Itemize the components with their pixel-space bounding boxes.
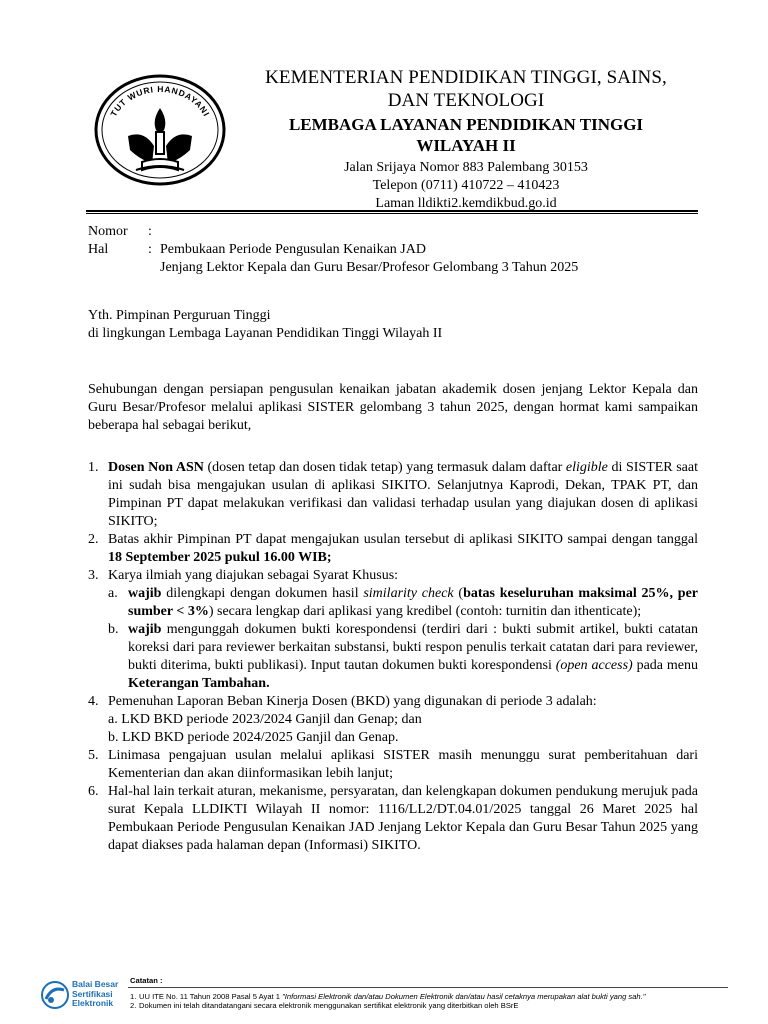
hal-line2: Jenjang Lektor Kepala dan Guru Besar/Profesor Gelombang 3 Tahun 2025 [160,260,579,275]
item-bold: 18 September 2025 pukul 16.00 WIB; [108,550,332,565]
sub-bold: Keterangan Tambahan. [128,676,270,691]
list-item [88,747,698,783]
bsre-line1: Balai Besar [72,979,119,989]
intro-paragraph: Sehubungan dengan persiapan pengusulan kenaikan jabatan akademik dosen jenjang Lektor Kepala dan Guru Besar/Profesor melalui aplikasi SISTER gelombang 3 tahun 2025, dengan hormat kami sampaikan beberapa hal sebagai berikut, [88,382,698,433]
tut-wuri-handayani-logo [92,72,228,188]
list-item [88,693,698,747]
sub-bold: batas keseluruhan maksimal 25%, per sumber < 3% [128,586,698,619]
note-italic: "Informasi Elektronik dan/atau Dokumen Elektronik dan/atau hasil cetaknya merupakan alat bukti yang sah." [282,991,646,1001]
sub-text: ) secara lengkap dari aplikasi yang kredibel (contoh: turnitin dan ithenticate); [208,604,642,619]
item-text: di SISTER saat ini sudah bisa mengajukan usulan di aplikasi SIKITO. Selanjutnya Kaprodi, Dekan, TPAK PT, dan Pimpinan PT dapat melakukan verifikasi dan validasi terhadap usulan yang diajukan dosen di aplikasi SIKITO; [108,460,698,529]
nomor-label: Nomor [88,224,128,239]
list-item [88,459,698,531]
nomor-colon: : [148,224,152,239]
letterhead-divider-thin [86,213,698,214]
footer-notes [130,976,645,1011]
note-text: Dokumen ini telah ditandatangani secara elektronik menggunakan sertifikat elektronik yang diterbitkan oleh BSrE [139,1001,519,1010]
note-text: UU ITE No. 11 Tahun 2008 Pasal 5 Ayat 1 [139,991,283,1001]
sub-text: mengunggah dokumen bukti korespondensi (terdiri dari : bukti submit artikel, bukti catatan koreksi dari para reviewer berkaitan substansi, bukti respon penulis terkait catatan dari para reviewer, bukti diterima, bukti publikasi). Input tautan dokumen bukti korespondensi [128,622,698,673]
item-number: 6. [88,784,99,799]
ministry-name-line1: KEMENTERIAN PENDIDIKAN TINGGI, SAINS, [265,67,667,88]
hal-line1: Pembukaan Periode Pengusulan Kenaikan JAD [160,242,426,257]
agency-name-line1: LEMBAGA LAYANAN PENDIDIKAN TINGGI [288,115,644,134]
sub-text: pada menu [632,658,699,673]
notes-divider [128,987,728,988]
notes-title: Catatan : [130,976,163,985]
nomor-value [160,223,708,241]
phone: Telepon (0711) 410722 – 410423 [372,178,560,193]
letterhead [236,66,696,213]
note-number: 1. [130,991,137,1001]
hal-label: Hal [88,242,109,257]
website: Laman lldikti2.kemdikbud.go.id [375,196,557,211]
agency-name-line2: WILAYAH II [416,136,516,155]
bsre-logo-icon [40,980,70,1010]
note-number: 2. [130,1001,137,1010]
sub-text: ( [453,586,464,601]
note-2 [130,1001,645,1011]
item-text: Karya ilmiah yang diajukan sebagai Syarat Khusus: [108,568,399,583]
ministry-name-line2: DAN TEKNOLOGI [387,90,545,111]
sub-item [108,621,698,693]
sub-bold: wajib [128,586,162,601]
item-number: 4. [88,694,99,709]
item-text: Batas akhir Pimpinan PT dapat mengajukan usulan tersebut di aplikasi SIKITO sampai dengan tanggal [108,532,698,547]
sub-italic: (open access) [555,658,633,673]
sub-text: dilengkapi dengan dokumen hasil [161,586,364,601]
sub-item [108,585,698,621]
sub-item: a. LKD BKD periode 2023/2024 Ganjil dan Genap; dan [108,712,422,727]
letter-meta [88,223,708,277]
recipient [88,307,708,343]
item-text: Hal-hal lain terkait aturan, mekanisme, persyaratan, dan kelengkapan dokumen pendukung merujuk pada surat Kepala LLDIKTI Wilayah II nomor: 1116/LL2/DT.04.01/2025 tanggal 26 Maret 2025 hal Pembukaan Periode Pengusulan Kenaikan JAD Jenjang Lektor Kepala dan Guru Besar Tahun 2025 yang dapat diakses pada halaman depan (Informasi) SIKITO. [108,784,698,853]
hal-colon: : [148,242,152,257]
list-item [88,531,698,567]
address: Jalan Srijaya Nomor 883 Palembang 30153 [344,160,588,175]
item-text: Pemenuhan Laporan Beban Kinerja Dosen (BKD) yang digunakan di periode 3 adalah: [108,694,597,709]
item-number: 3. [88,568,99,583]
logo-motto: TUT WURI HANDAYANI [108,83,212,119]
points-list [88,459,698,855]
list-item [88,783,698,855]
bsre-name [72,980,118,1009]
sub-item-letter: b. [108,622,119,637]
bsre-line2: Sertifikasi [72,988,113,999]
letterhead-divider-thick [86,210,698,212]
bsre-line3: Elektronik [72,998,114,1008]
sub-bold: wajib [128,622,162,637]
item-bold: Dosen Non ASN [108,460,204,475]
item-number: 1. [88,460,99,475]
item-number: 2. [88,532,99,547]
item-text: (dosen tetap dan dosen tidak tetap) yang termasuk dalam daftar [203,460,566,475]
recipient-line1: Yth. Pimpinan Perguruan Tinggi [88,308,271,323]
recipient-line2: di lingkungan Lembaga Layanan Pendidikan Tinggi Wilayah II [88,326,443,341]
item-text: Linimasa pengajuan usulan melalui aplikasi SISTER masih menunggu surat pemberitahuan dari Kementerian dan akan diinformasikan lebih lanjut; [108,748,698,781]
sub-italic: similarity check [363,586,454,601]
list-item [88,567,698,693]
sub-item-letter: a. [108,586,118,601]
item-italic: eligible [565,460,608,475]
sub-item: b. LKD BKD periode 2024/2025 Ganjil dan Genap. [108,730,399,745]
note-1 [130,992,645,1002]
item-number: 5. [88,748,99,763]
